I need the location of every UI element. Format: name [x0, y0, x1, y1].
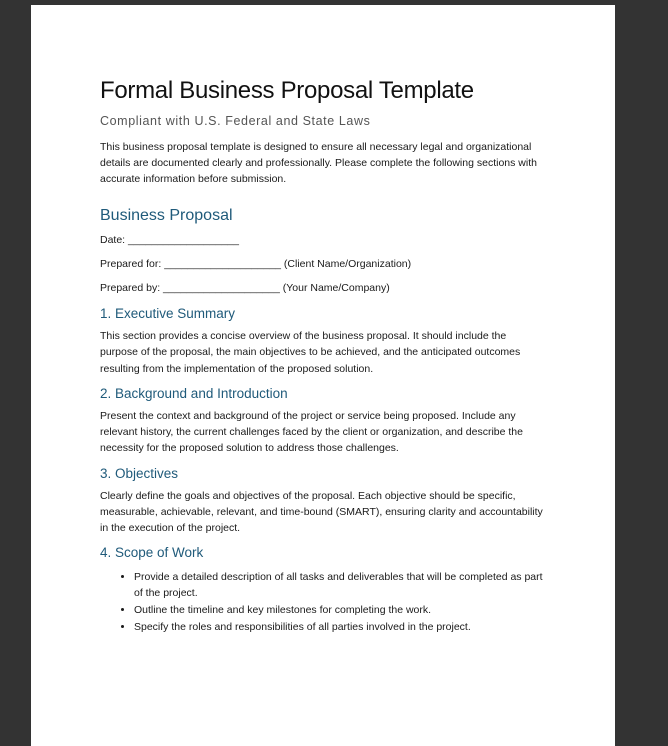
document-title: Formal Business Proposal Template	[100, 77, 474, 104]
date-field: Date: ___________________	[100, 233, 239, 246]
section-body-executive-summary: This section provides a concise overview of the business proposal. It should include the purpose of the proposal, the main objectives to be achieved, and the anticipated outcomes resulting from the implementation of the proposed solution.	[100, 330, 521, 375]
list-item: • Provide a detailed description of all tasks and deliverables that will be completed as part of the project.	[134, 569, 546, 601]
section-body-background: Present the context and background of the project or service being proposed. Include any relevant history, the current challenges faced by the client or organization, and describe the necessity for the proposed solution to address those challenges.	[100, 409, 523, 455]
prepared-by-field: Prepared by: ____________________ (Your Name/Company)	[100, 281, 390, 294]
section-body-objectives: Clearly define the goals and objectives of the proposal. Each objective should be specific, measurable, achievable, relevant, and time-bound (SMART), ensuring clarity and accountability in the execution of the project.	[100, 489, 543, 535]
section-heading-scope-of-work: 4. Scope of Work	[100, 545, 204, 561]
section-heading-background: 2. Background and Introduction	[100, 385, 288, 401]
scope-of-work-list	[100, 569, 546, 636]
prepared-for-field: Prepared for: ____________________ (Client Name/Organization)	[100, 257, 412, 270]
document-subtitle: Compliant with U.S. Federal and State Laws	[100, 113, 371, 128]
list-item: • Outline the timeline and key milestones for completing the work.	[134, 602, 546, 618]
intro-paragraph: This business proposal template is designed to ensure all necessary legal and organizational details are documented clearly and professionally. Please complete the following sections with accurate information before submission.	[100, 140, 537, 185]
list-item: • Specify the roles and responsibilities of all parties involved in the project.	[134, 619, 546, 635]
section-heading-executive-summary: 1. Executive Summary	[100, 305, 236, 321]
proposal-heading: Business Proposal	[100, 206, 233, 224]
section-heading-objectives: 3. Objectives	[100, 465, 179, 481]
document-page	[31, 5, 615, 746]
